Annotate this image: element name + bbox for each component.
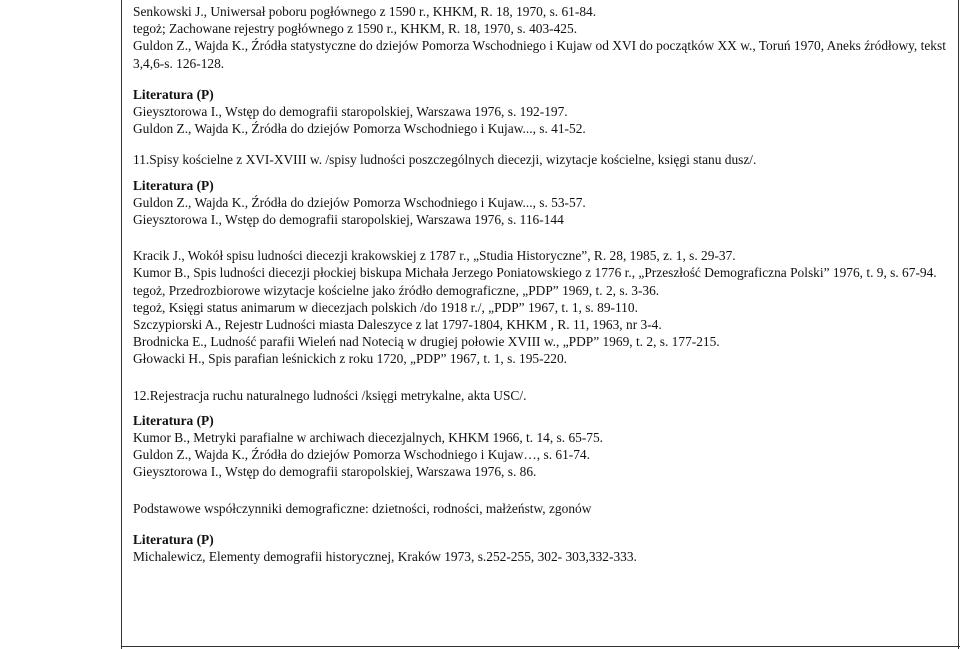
reference-entry: tegoż; Zachowane rejestry pogłównego z 1590 r., KHKM, R. 18, 1970, s. 403-425. [133, 21, 578, 37]
table-right-border [958, 0, 959, 649]
reference-entry: Głowacki H., Spis parafian leśnickich z roku 1720, „PDP” 1967, t. 1, s. 195-220. [133, 351, 568, 367]
reference-entry: Gieysztorowa I., Wstęp do demografii staropolskiej, Warszawa 1976, s. 86. [133, 464, 537, 480]
reference-entry: Gieysztorowa I., Wstęp do demografii staropolskiej, Warszawa 1976, s. 192-197. [133, 104, 568, 120]
reference-entry: Guldon Z., Wajda K., Źródła statystyczne do dziejów Pomorza Wschodniego i Kujaw od XVI do początków XX w., Toruń 1970, Aneks źródłowy, tekst 3,4,6-s. 126-128. [133, 38, 946, 71]
section-heading-12: 12.Rejestracja ruchu naturalnego ludności /księgi metrykalne, akta USC/. [133, 387, 527, 403]
document-body [133, 0, 955, 565]
literature-heading: Literatura (P) [133, 531, 214, 547]
reference-entry: tegoż, Przedrozbiorowe wizytacje kościelne jako źródło demograficzne, „PDP” 1969, t. 2, s. 3-36. [133, 282, 660, 298]
table-left-border [121, 0, 122, 649]
reference-entry: Gieysztorowa I., Wstęp do demografii staropolskiej, Warszawa 1976, s. 116-144 [133, 212, 564, 228]
literature-heading: Literatura (P) [133, 86, 214, 102]
literature-heading: Literatura (P) [133, 177, 214, 193]
reference-entry: Kumor B., Spis ludności diecezji płockiej biskupa Michała Jerzego Poniatowskiego z 1776 r., „Przeszłość Demograficzna Polski” 1976, t. 9, s. 67-94. [133, 265, 937, 281]
reference-entry: Senkowski J., Uniwersał poboru pogłównego z 1590 r., KHKM, R. 18, 1970, s. 61-84. [133, 4, 597, 19]
reference-entry: tegoż, Księgi status animarum w diecezjach polskich /do 1918 r./, „PDP” 1967, t. 1, s. 89-110. [133, 299, 638, 315]
reference-entry: Brodnicka E., Ludność parafii Wieleń nad Notecią w drugiej połowie XVIII w., „PDP” 1969, t. 2, s. 177-215. [133, 334, 720, 350]
literature-heading: Literatura (P) [133, 412, 214, 428]
table-bottom-border [121, 646, 960, 647]
reference-entry: Szczypiorski A., Rejestr Ludności miasta Daleszyce z lat 1797-1804, KHKM , R. 11, 1963, nr 3-4. [133, 317, 662, 333]
reference-entry: Guldon Z., Wajda K., Źródła do dziejów Pomorza Wschodniego i Kujaw…, s. 61-74. [133, 447, 590, 463]
reference-entry: Kracik J., Wokół spisu ludności diecezji krakowskiej z 1787 r., „Studia Historyczne”, R. 28, 1985, z. 1, s. 29-37. [133, 248, 736, 264]
section-heading-11: 11.Spisy kościelne z XVI-XVIII w. /spisy ludności poszczególnych diecezji, wizytacje kościelne, księgi stanu dusz/. [133, 152, 757, 168]
reference-entry: Guldon Z., Wajda K., Źródła do dziejów Pomorza Wschodniego i Kujaw..., s. 53-57. [133, 194, 586, 210]
reference-entry: Guldon Z., Wajda K., Źródła do dziejów Pomorza Wschodniego i Kujaw..., s. 41-52. [133, 121, 586, 137]
reference-entry: Michalewicz, Elementy demografii historycznej, Kraków 1973, s.252-255, 302- 303,332-333. [133, 549, 637, 565]
reference-entry: Kumor B., Metryki parafialne w archiwach diecezjalnych, KHKM 1966, t. 14, s. 65-75. [133, 430, 604, 446]
section-heading-demography: Podstawowe współczynniki demograficzne: dzietności, rodności, małżeństw, zgonów [133, 500, 592, 516]
